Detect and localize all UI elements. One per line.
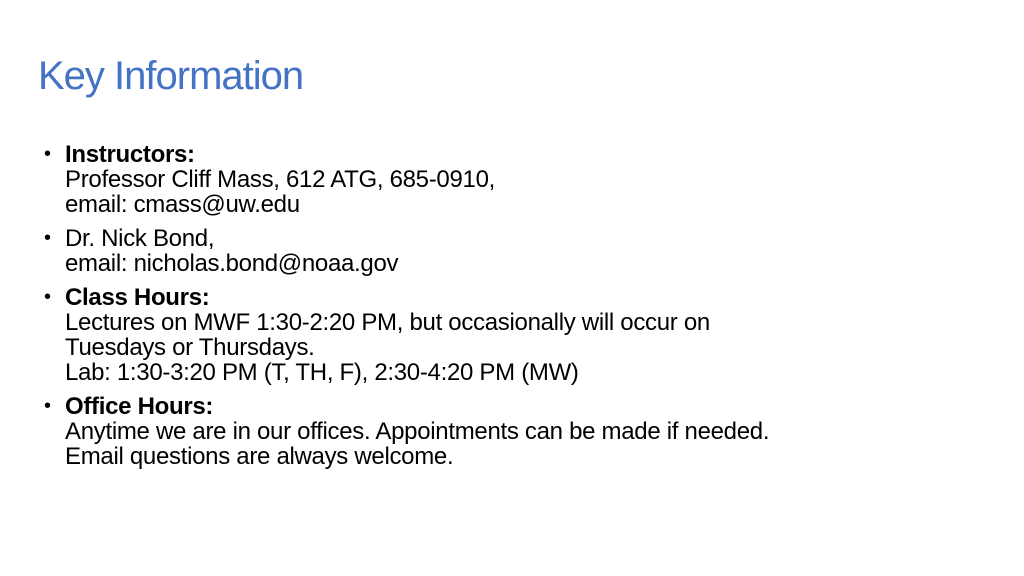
bullet-class-hours bbox=[44, 285, 984, 385]
bullet-line-email: email: nicholas.bond@noaa.gov bbox=[65, 250, 399, 277]
bullet-heading: Class Hours: bbox=[65, 284, 210, 311]
bullet-instructors bbox=[44, 142, 984, 217]
bullet-point-icon: • bbox=[44, 395, 51, 417]
bullet-line: Lectures on MWF 1:30-2:20 PM, but occasionally will occur on bbox=[65, 309, 710, 336]
bullet-point-icon: • bbox=[44, 227, 51, 249]
bullet-point-icon: • bbox=[44, 286, 51, 308]
bullet-point-icon: • bbox=[44, 143, 51, 165]
bullet-line: Anytime we are in our offices. Appointments can be made if needed. bbox=[65, 418, 770, 445]
slide-content bbox=[44, 142, 984, 478]
bullet-heading: Office Hours: bbox=[65, 393, 214, 420]
bullet-line: Lab: 1:30-3:20 PM (T, TH, F), 2:30-4:20 PM (MW) bbox=[65, 359, 579, 386]
bullet-heading: Instructors: bbox=[65, 141, 195, 168]
bullet-line-email: email: cmass@uw.edu bbox=[65, 191, 300, 218]
slide-title: Key Information bbox=[38, 54, 304, 98]
bullet-line: Dr. Nick Bond, bbox=[65, 225, 215, 252]
bullet-office-hours bbox=[44, 394, 984, 469]
bullet-line: Email questions are always welcome. bbox=[65, 443, 454, 470]
bullet-line: Professor Cliff Mass, 612 ATG, 685-0910, bbox=[65, 166, 495, 193]
bullet-line: Tuesdays or Thursdays. bbox=[65, 334, 315, 361]
bullet-nick-bond bbox=[44, 226, 984, 276]
